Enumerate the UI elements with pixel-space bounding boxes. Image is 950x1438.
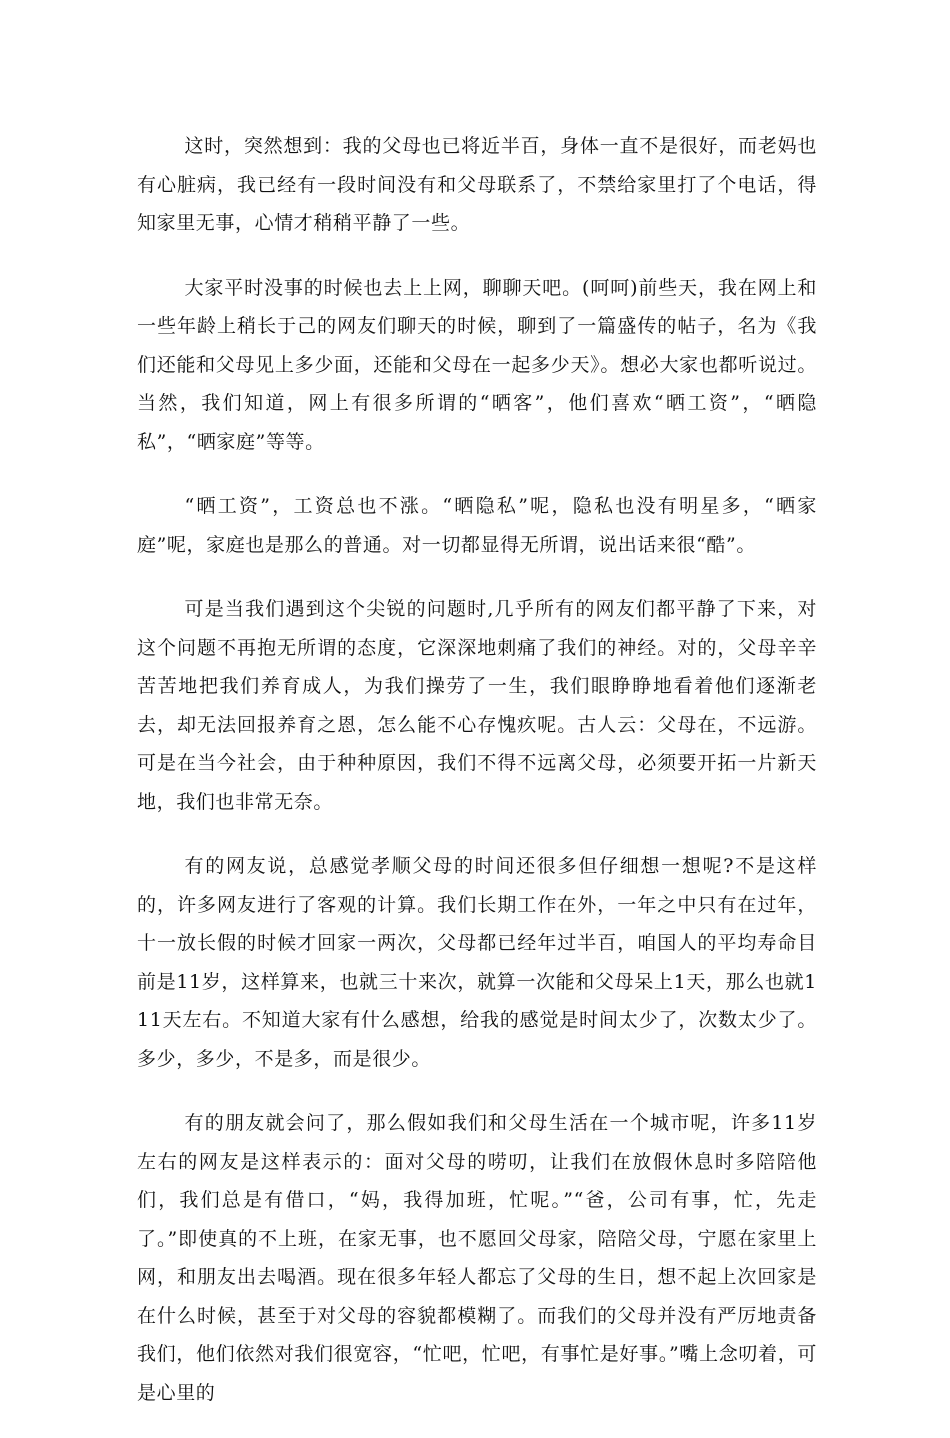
- paragraph-1: 这时，突然想到：我的父母也已将近半百，身体一直不是很好，而老妈也有心脏病，我已经有一段时间没有和父母联系了，不禁给家里打了个电话，得知家里无事，心情才稍稍平静了一些。: [137, 135, 817, 234]
- paragraph-5: 有的网友说，总感觉孝顺父母的时间还很多但仔细想一想呢?不是这样的，许多网友进行了客观的计算。我们长期工作在外，一年之中只有在过年，十一放长假的时候才回家一两次，父母都已经年过半百，咱国人的平均寿命目前是11岁，这样算来，也就三十来次，就算一次能和父母呆上1天，那么也就111天左右。不知道大家有什么感想，给我的感觉是时间太少了，次数太少了。多少，多少，不是多，而是很少。: [137, 855, 817, 1070]
- paragraph-6: 有的朋友就会问了，那么假如我们和父母生活在一个城市呢，许多11岁左右的网友是这样表示的：面对父母的唠叨，让我们在放假休息时多陪陪他们，我们总是有借口，“妈，我得加班，忙呢。”“爸，公司有事，忙，先走了。”即使真的不上班，在家无事，也不愿回父母家，陪陪父母，宁愿在家里上网，和朋友出去喝酒。现在很多年轻人都忘了父母的生日，想不起上次回家是在什么时候，甚至于对父母的容貌都模糊了。而我们的父母并没有严厉地责备我们，他们依然对我们很宽容，“忙吧，忙吧，有事忙是好事。”嘴上念叨着，可是心里的: [137, 1112, 817, 1404]
- paragraph-4: 可是当我们遇到这个尖锐的问题时,几乎所有的网友们都平静了下来，对这个问题不再抱无所谓的态度，它深深地刺痛了我们的神经。对的，父母辛辛苦苦地把我们养育成人，为我们操劳了一生，我们眼睁睁地看着他们逐渐老去，却无法回报养育之恩，怎么能不心存愧疚呢。古人云：父母在，不远游。可是在当今社会，由于种种原因，我们不得不远离父母，必须要开拓一片新天地，我们也非常无奈。: [137, 598, 817, 813]
- paragraph-3: “晒工资”，工资总也不涨。“晒隐私”呢，隐私也没有明星多，“晒家庭”呢，家庭也是那么的普通。对一切都显得无所谓，说出话来很“酷”。: [137, 495, 817, 556]
- paragraph-2: 大家平时没事的时候也去上上网，聊聊天吧。(呵呵)前些天，我在网上和一些年龄上稍长于己的网友们聊天的时候，聊到了一篇盛传的帖子，名为《我们还能和父母见上多少面，还能和父母在一起多少天》。想必大家也都听说过。当然，我们知道，网上有很多所谓的“晒客”，他们喜欢“晒工资”，“晒隐私”，“晒家庭”等等。: [137, 276, 817, 453]
- document-body: [137, 127, 817, 1438]
